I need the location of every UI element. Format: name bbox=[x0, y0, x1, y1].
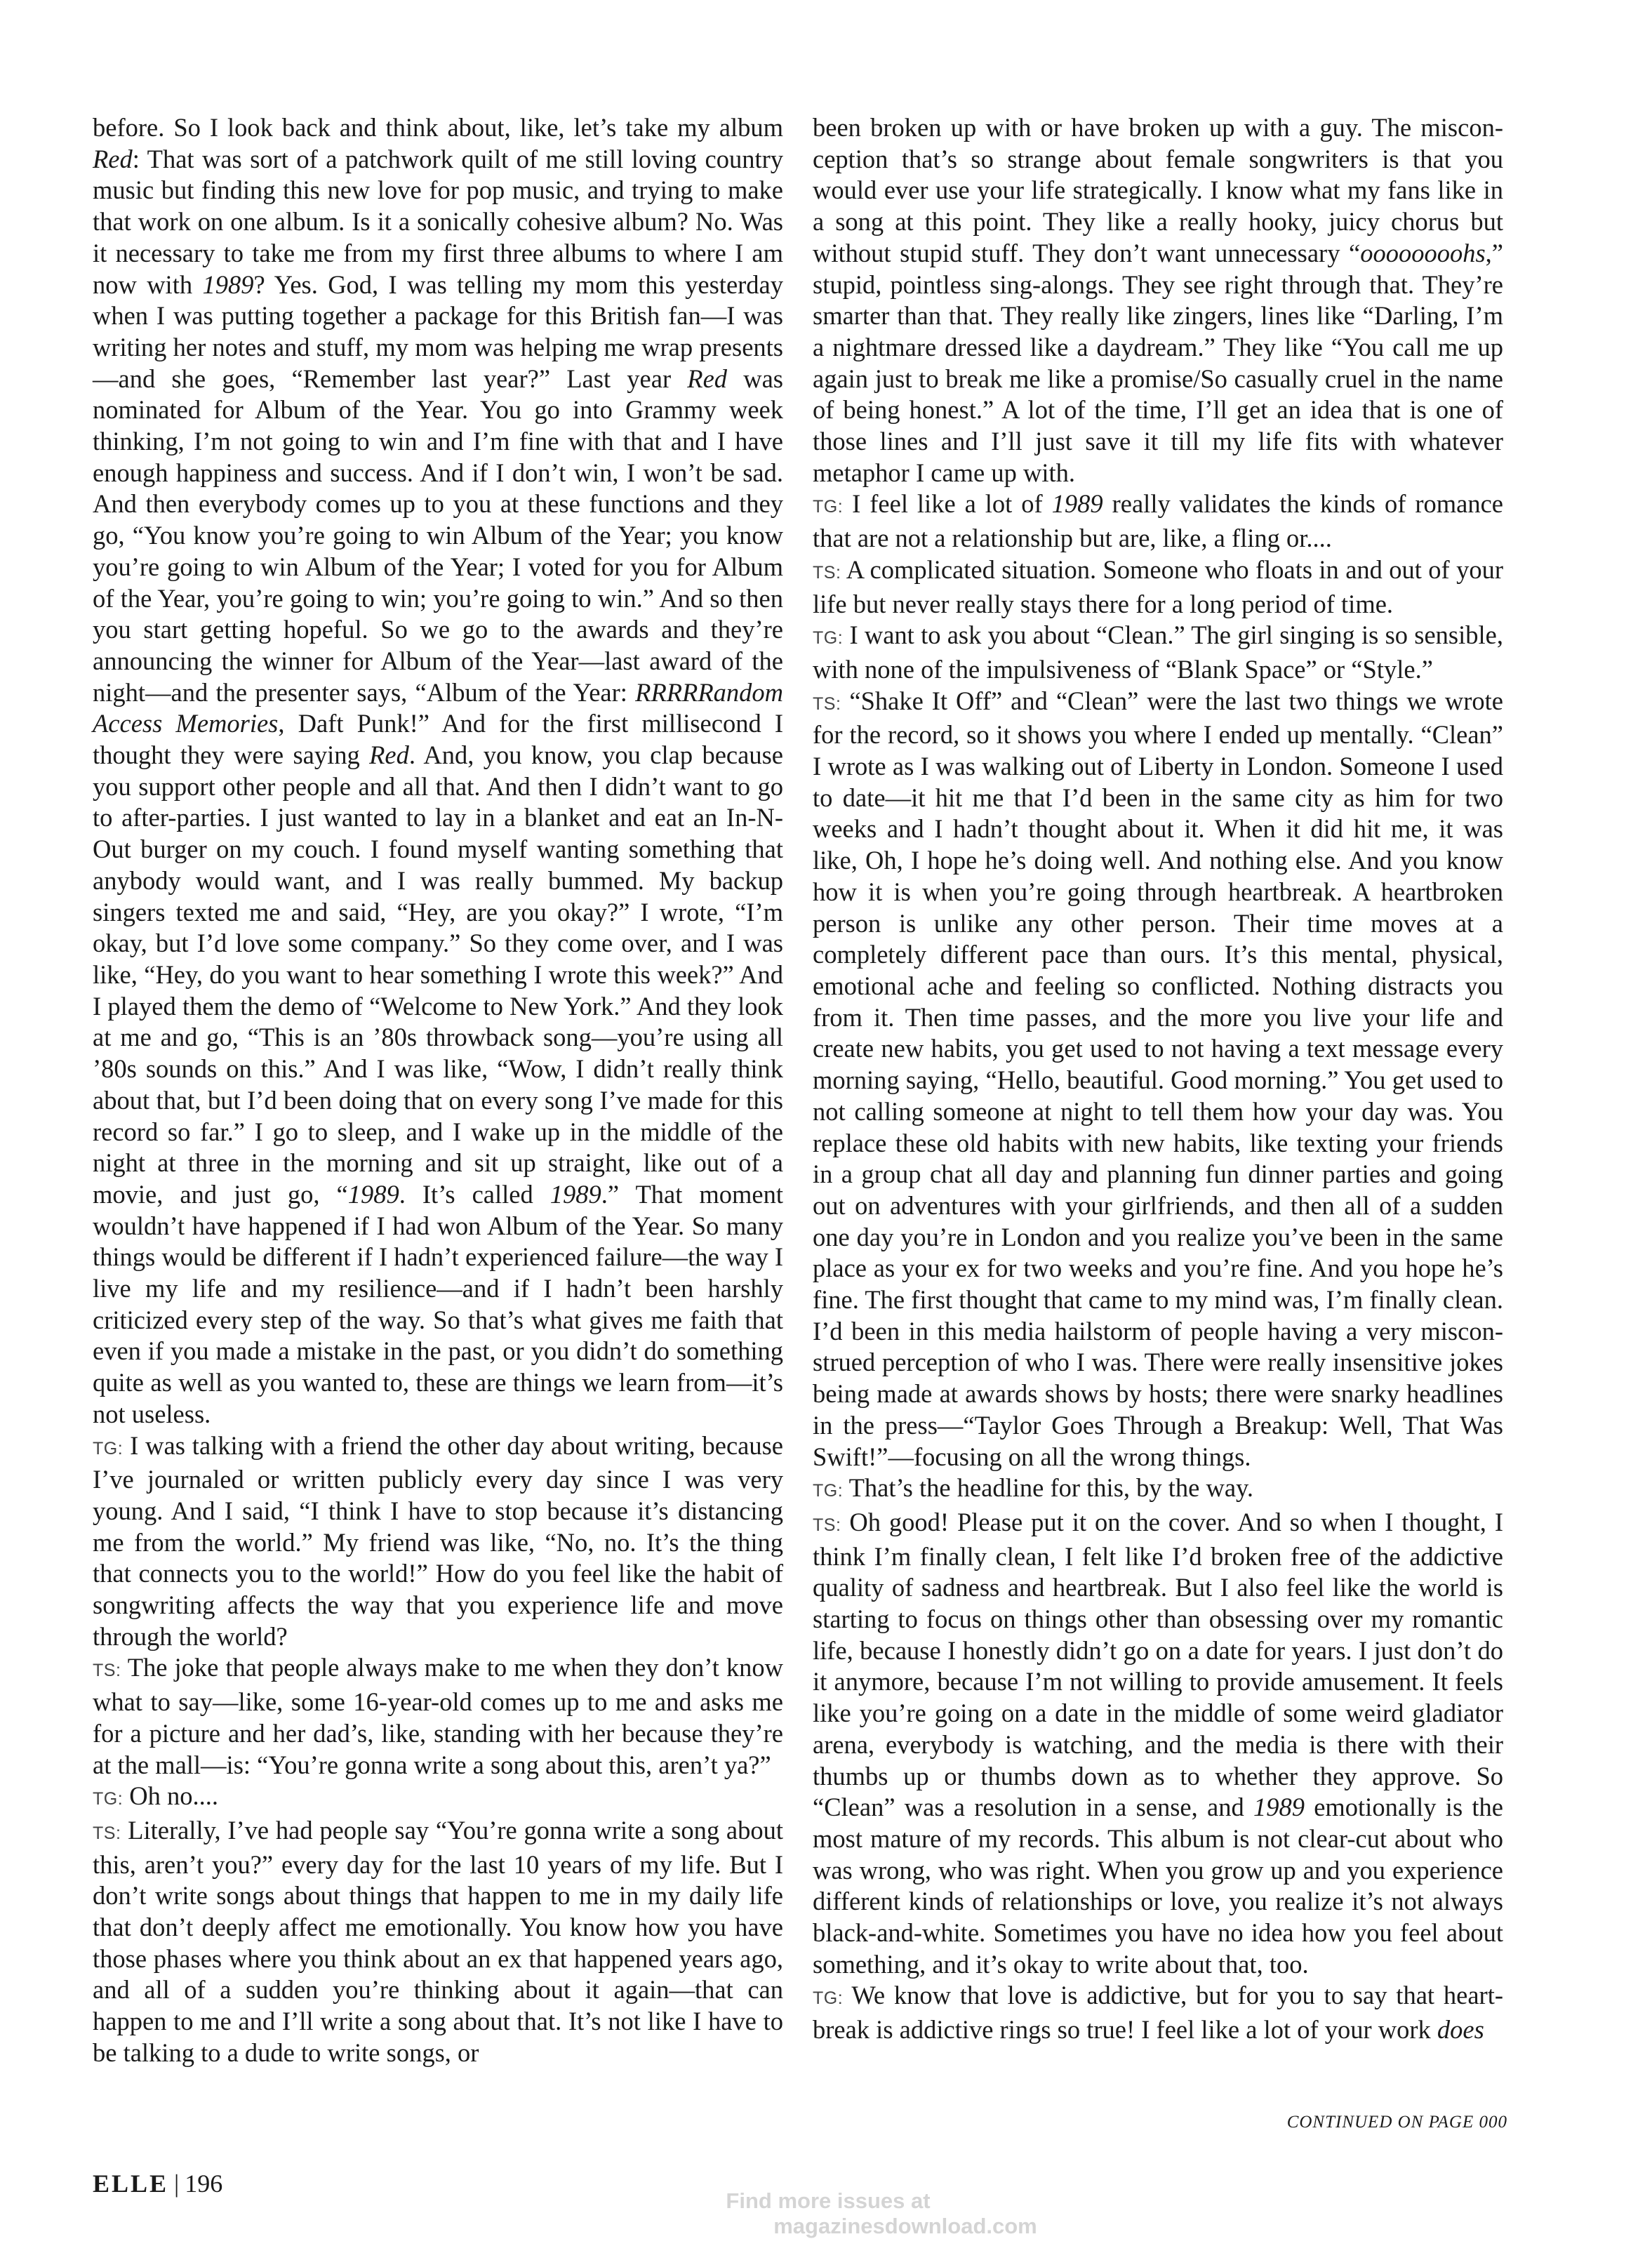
folio-separator: | bbox=[174, 2169, 180, 2198]
speaker-label: TS: bbox=[813, 562, 841, 583]
italic-title: Red bbox=[369, 740, 409, 770]
speaker-label: TG: bbox=[93, 1789, 124, 1809]
italic-title: 1989 bbox=[202, 270, 254, 299]
text-run: . It’s called bbox=[399, 1179, 550, 1209]
interview-paragraph bbox=[93, 1781, 783, 1815]
text-run: really validates the kinds of romance that are not a relationship but are, like, a fling or.... bbox=[813, 489, 1503, 553]
text-run: : That was sort of a patchwork quilt of me still loving country music but finding this new love for pop music, and trying to make that work on one album. Is it a sonically cohesive album? No. Was it necessary to take me from my first three albums to where I am now with bbox=[93, 144, 783, 299]
page-number: 196 bbox=[185, 2169, 223, 2198]
watermark bbox=[589, 2188, 1067, 2239]
speaker-label: TG: bbox=[813, 1481, 844, 1501]
interview-paragraph bbox=[813, 1473, 1503, 1507]
speaker-label: TS: bbox=[813, 1515, 841, 1535]
text-run: The joke that people always make to me when they don’t know what to say—like, some 16-year-old comes up to me and asks me for a picture and her dad’s, like, standing with her because they’re at the mall—is: “You’re gonna write a song about this, aren’t ya?” bbox=[93, 1653, 784, 1779]
text-run: Literally, I’ve had people say “You’re gonna write a song about this, aren’t you?” every day for the last 10 years of my life. But I don’t write songs about things that happen to me in my daily life that don’t deeply affect me emotionally. You know how you have those phases where you think about an ex that happened years ago, and all of a sudden you’re thinking about it again—that can happen to me and I’ll write a song about that. It’s not like I have to be talking to a dude to write songs, or bbox=[93, 1815, 783, 2067]
text-run: I want to ask you about “Clean.” The girl singing is so sensible, with none of the impulsiveness of “Blank Space” or “Style.” bbox=[813, 620, 1503, 684]
interview-paragraph bbox=[813, 112, 1503, 489]
speaker-label: TS: bbox=[813, 693, 841, 714]
text-run: was nominated for Album of the Year. You go into Grammy week thinking, I’m not going to win and I’m fine with that and I have enough happiness and success. And if I don’t win, I won’t be sad. And then everybody comes up to you at these functions and they go, “You know you’re going to win Album of the Year; you know you’re going to win Album of the Year; I voted for you for Album of the Year, you’re going to win; you’re going to win.” And so then you start getting hopeful. So we go to the awards and they’re announcing the winner for Album of the Year—last award of the night—and the presenter says, “Album of the Year: bbox=[93, 364, 784, 707]
interview-paragraph bbox=[93, 1652, 783, 1781]
text-run: That’s the headline for this, by the way. bbox=[848, 1473, 1254, 1503]
italic-title: does bbox=[1437, 2015, 1484, 2045]
speaker-label: TG: bbox=[93, 1438, 124, 1458]
text-run: emotionally is the most mature of my records. This album is not clear-cut about who was wrong, who was right. When you grow up and you experience different kinds of relationships or love, you realize it’s not always black-and-white. Sometimes you have no idea how you feel about something, and it’s okay to write about that, too. bbox=[813, 1793, 1503, 1979]
speaker-label: TG: bbox=[813, 1988, 844, 2009]
text-run: . And, you know, you clap because you support other people and all that. And then I didn’t want to go to after-parties. I just wanted to lay in a blanket and eat an In-N-Out burger on my couch. I found myself wanting something that anybody would want, and I was really bummed. My backup singers texted me and said, “Hey, are you okay?” I wrote, “I’m okay, but I’d love some company.” So they come over, and I was like, “Hey, do you want to hear something I wrote this week?” And I played them the demo of “Welcome to New York.” And they look at me and go, “This is an ’80s throwback song—you’re using all ’80s sounds on this.” And I was like, “Wow, I didn’t really think about that, but I’d been doing that on every song I’ve made for this record so far.” I go to sleep, and I wake up in the middle of the night at three in the morning and sit up straight, like out of a movie, and just go, “ bbox=[93, 740, 783, 1209]
italic-title: 1989 bbox=[347, 1179, 399, 1209]
interview-paragraph bbox=[93, 112, 783, 1430]
text-run: I feel like a lot of bbox=[852, 489, 1052, 519]
italic-title: oooooooohs bbox=[1360, 238, 1486, 267]
interview-paragraph bbox=[813, 1980, 1503, 2045]
speaker-label: TS: bbox=[93, 1661, 121, 1681]
interview-paragraph bbox=[93, 1430, 783, 1653]
text-run: A complicated situation. Someone who floats in and out of your life but never really stays there for a long period of time. bbox=[813, 554, 1503, 618]
text-run: “Shake It Off” and “Clean” were the last two things we wrote for the record, so it shows you where I ended up mentally. “Clean” I wrote as I was walking out of Liberty in London. Someone I used to date—it hit me that I’d been in the same city as him for two weeks and I hadn’t thought about it. When it did hit me, it was like, Oh, I hope he’s doing well. And nothing else. And you know how it is when you’re going through heartbreak. A heartbroken person is unlike any other person. Their time moves at a completely different pace than ours. It’s this mental, physical, emotional ache and feeling so conflicted. Nothing distracts you from it. Then time passes, and the more you live your life and create new habits, you get used to not having a text message every morning saying, “Hello, beautiful. Good morning.” You get used to not calling someone at night to tell them how your day was. You replace these old habits with new habits, like texting your friends in a group chat all day and planning fun dinner parties and going out on adventures with your girlfriends, and then all of a sudden one day you’re in London and you realize you’ve been in the same place as your ex for two weeks and you’re fine. And you hope he’s fine. The first thought that came to my mind was, I’m finally clean. I’d been in this media hailstorm of people having a very misconstrued perception of who I was. There were really insensitive jokes being made at awards shows by hosts; there were snarky headlines in the press—“Taylor Goes Through a Breakup: Well, That Was Swift!”—focusing on all the wrong things. bbox=[813, 686, 1503, 1471]
interview-paragraph bbox=[813, 1507, 1503, 1981]
text-run: ? Yes. God, I was telling my mom this yesterday when I was putting together a package for this British fan—I was writing her notes and stuff, my mom was helping me wrap presents—and she goes, “Remember last year?” Last year bbox=[93, 270, 784, 393]
interview-paragraph bbox=[93, 1815, 783, 2069]
right-column bbox=[813, 112, 1503, 2046]
speaker-label: TG: bbox=[813, 497, 844, 517]
interview-paragraph bbox=[813, 554, 1503, 620]
text-run: , Daft Punk!” And for the first millisecond I thought they were saying bbox=[93, 709, 783, 770]
continued-note: CONTINUED ON PAGE 000 bbox=[1286, 2113, 1507, 2132]
magazine-logo: ELLE bbox=[93, 2169, 169, 2198]
watermark-line2: magazinesdownload.com bbox=[773, 2214, 1037, 2238]
text-run: .” That moment wouldn’t have happened if I had won Album of the Year. So many things would be different if I hadn’t experienced failure—the way I live my life and my resilience—and if I hadn’t been harshly criticized every step of the way. So that’s what gives me faith that even if you made a mistake in the past, or you didn’t do something quite as well as you wanted to, these are things we learn from—it’s not useless. bbox=[93, 1179, 783, 1428]
italic-title: Red bbox=[687, 364, 728, 393]
italic-title: RRRRRandom Access Memories bbox=[93, 677, 783, 738]
folio bbox=[93, 2169, 222, 2198]
speaker-label: TS: bbox=[93, 1823, 121, 1843]
italic-title: 1989 bbox=[1051, 489, 1103, 519]
text-run: Oh no.... bbox=[129, 1781, 219, 1811]
text-run: ,” stupid, pointless sing-alongs. They see right through that. They’re smarter than that. They really like zingers, lines like “Darling, I’m a nightmare dressed like a daydream.” They like “You call me up again just to break me like a promise/So casually cruel in the name of being honest.” A lot of the time, I’ll get an idea that is one of those lines and I’ll just save it till my life fits with whatever metaphor I came up with. bbox=[813, 238, 1503, 487]
text-run: Oh good! Please put it on the cover. And so when I thought, I think I’m finally clean, I felt like I’d broken free of the addictive quality of sadness and heartbreak. But I also feel like the world is starting to focus on things other than obsessing over my romantic life, because I honestly didn’t go on a date for years. I just don’t do it anymore, because I’m not willing to provide amusement. It feels like you’re going on a date in the middle of some weird gladiator arena, everybody is watching, and the media is there with their thumbs up or thumbs down as to whether they approve. So “Clean” was a resolution in a sense, and bbox=[813, 1507, 1503, 1822]
watermark-line1: Find more issues at bbox=[726, 2188, 931, 2213]
text-run: We know that love is addictive, but for you to say that heartbreak is addictive rings so true! I feel like a lot of your work bbox=[813, 1981, 1503, 2045]
interview-paragraph bbox=[813, 686, 1503, 1473]
italic-title: 1989 bbox=[549, 1179, 601, 1209]
text-run: before. So I look back and think about, like, let’s take my album bbox=[93, 113, 783, 142]
italic-title: Red bbox=[93, 144, 133, 173]
speaker-label: TG: bbox=[813, 628, 844, 649]
interview-paragraph bbox=[813, 620, 1503, 685]
text-run: been broken up with or have broken up with a guy. The misconception that’s so strange about female songwriters is that you would ever use your life strategically. I know what my fans like in a song at this point. They like a really hooky, juicy chorus but without stupid stuff. They don’t want unnecessary “ bbox=[813, 113, 1503, 267]
text-run: I was talking with a friend the other day about writing, because I’ve journaled or written publicly every day since I was very young. And I said, “I think I have to stop because it’s distancing me from the world.” My friend was like, “No, no. It’s the thing that connects you to the world!” How do you feel like the habit of songwriting affects the way that you experience life and move through the world? bbox=[93, 1430, 783, 1651]
left-column bbox=[93, 112, 783, 2069]
italic-title: 1989 bbox=[1253, 1793, 1305, 1822]
interview-paragraph bbox=[813, 489, 1503, 554]
